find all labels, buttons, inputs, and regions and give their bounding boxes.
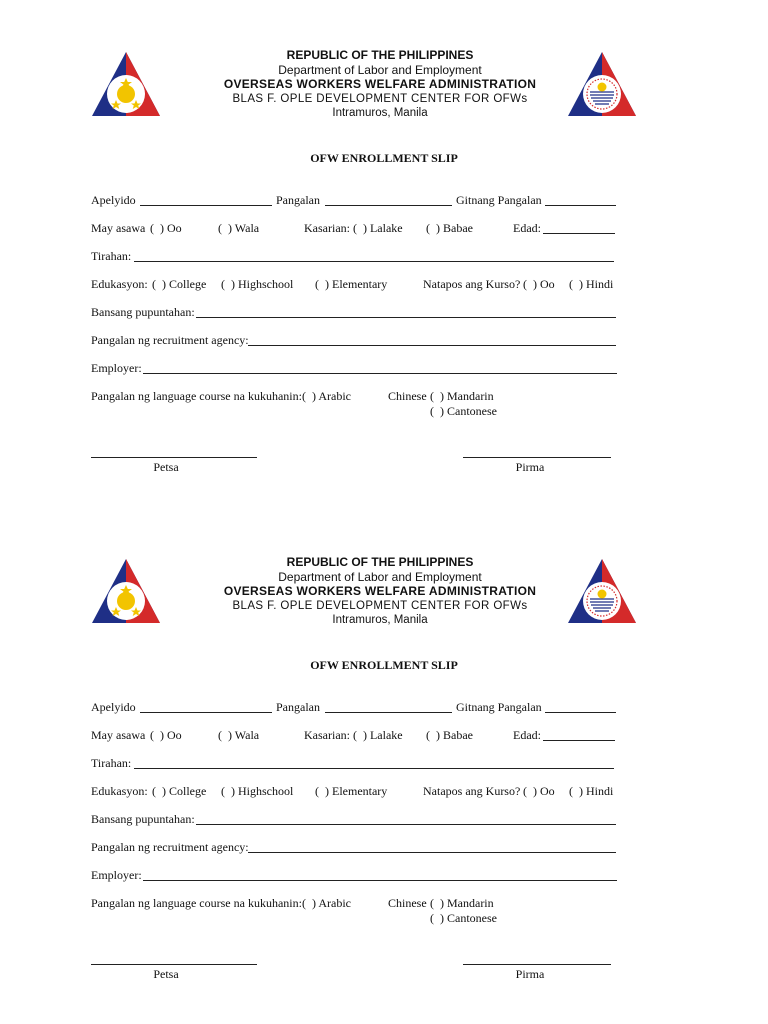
employer-label: Employer:: [91, 868, 142, 882]
gitnang-pangalan-label: Gitnang Pangalan: [456, 700, 542, 714]
gitnang-pangalan-field[interactable]: [545, 205, 616, 206]
recruitment-field[interactable]: [248, 345, 616, 346]
gitnang-pangalan-field[interactable]: [545, 712, 616, 713]
pangalan-field[interactable]: [325, 712, 452, 713]
cantonese-option[interactable]: ( ) Cantonese: [430, 404, 497, 418]
edad-label: Edad:: [513, 728, 541, 742]
location-heading: Intramuros, Manila: [332, 107, 428, 119]
petsa-label: Petsa: [153, 967, 179, 981]
pangalan-label: Pangalan: [276, 700, 320, 714]
employer-row: [91, 867, 621, 883]
recruitment-label: Pangalan ng recruitment agency:: [91, 840, 249, 854]
owwa-seal-icon: [566, 557, 638, 625]
highschool-option[interactable]: ( ) Highschool: [221, 784, 294, 798]
apelyido-label: Apelyido: [91, 700, 136, 714]
letterhead: [200, 555, 560, 627]
center-heading: BLAS F. OPLE DEVELOPMENT CENTER FOR OFWs: [232, 93, 528, 105]
republic-heading: REPUBLIC OF THE PHILIPPINES: [286, 48, 474, 62]
form-title: OFW ENROLLMENT SLIP: [310, 151, 458, 165]
agency-row: [91, 839, 621, 855]
arabic-option[interactable]: ( ) Arabic: [302, 896, 351, 910]
owwa-seal-icon: [566, 50, 638, 118]
apelyido-field[interactable]: [140, 205, 272, 206]
bansang-label: Bansang pupuntahan:: [91, 812, 195, 826]
language-row: [91, 895, 621, 911]
language-row: [91, 388, 621, 404]
may-asawa-oo-option[interactable]: ( ) Oo: [150, 728, 182, 742]
mandarin-option[interactable]: ( ) Mandarin: [430, 896, 494, 910]
recruitment-label: Pangalan ng recruitment agency:: [91, 333, 249, 347]
agency-heading: OVERSEAS WORKERS WELFARE ADMINISTRATION: [223, 584, 537, 598]
pirma-signature-line[interactable]: [463, 457, 611, 458]
dole-seal-icon: [90, 557, 162, 625]
status-row: [91, 220, 621, 236]
gitnang-pangalan-label: Gitnang Pangalan: [456, 193, 542, 207]
petsa-signature-line[interactable]: [91, 964, 257, 965]
petsa-label: Petsa: [153, 460, 179, 474]
natapos-label: Natapos ang Kurso?: [423, 784, 521, 798]
republic-heading: REPUBLIC OF THE PHILIPPINES: [286, 555, 474, 569]
kasarian-babae-option[interactable]: ( ) Babae: [426, 728, 473, 742]
edad-field[interactable]: [543, 740, 615, 741]
natapos-label: Natapos ang Kurso?: [423, 277, 521, 291]
tirahan-label: Tirahan:: [91, 249, 132, 263]
edukasyon-label: Edukasyon:: [91, 784, 148, 798]
tirahan-field[interactable]: [134, 261, 614, 262]
chinese-label: Chinese: [388, 896, 427, 910]
apelyido-label: Apelyido: [91, 193, 136, 207]
kasarian-lalake-option[interactable]: Kasarian: ( ) Lalake: [304, 728, 403, 742]
elementary-option[interactable]: ( ) Elementary: [315, 784, 388, 798]
edukasyon-label: Edukasyon:: [91, 277, 148, 291]
status-row: [91, 727, 621, 743]
education-row: [91, 276, 621, 292]
department-heading: Department of Labor and Employment: [278, 570, 482, 584]
employer-row: [91, 360, 621, 376]
may-asawa-wala-option[interactable]: ( ) Wala: [218, 728, 260, 742]
pirma-signature-line[interactable]: [463, 964, 611, 965]
tirahan-field[interactable]: [134, 768, 614, 769]
pirma-label: Pirma: [515, 460, 545, 474]
pangalan-label: Pangalan: [276, 193, 320, 207]
center-heading: BLAS F. OPLE DEVELOPMENT CENTER FOR OFWs: [232, 600, 528, 612]
cantonese-option[interactable]: ( ) Cantonese: [430, 911, 497, 925]
chinese-label: Chinese: [388, 389, 427, 403]
natapos-oo-option[interactable]: ( ) Oo: [523, 784, 555, 798]
education-row: [91, 783, 621, 799]
elementary-option[interactable]: ( ) Elementary: [315, 277, 388, 291]
location-heading: Intramuros, Manila: [332, 614, 428, 626]
kasarian-babae-option[interactable]: ( ) Babae: [426, 221, 473, 235]
bansang-field[interactable]: [196, 317, 616, 318]
kasarian-lalake-option[interactable]: Kasarian: ( ) Lalake: [304, 221, 403, 235]
destination-row: [91, 304, 621, 320]
may-asawa-wala-option[interactable]: ( ) Wala: [218, 221, 260, 235]
language-label: Pangalan ng language course na kukuhanin:: [91, 389, 302, 403]
letterhead: [200, 48, 560, 120]
natapos-hindi-option[interactable]: ( ) Hindi: [569, 784, 614, 798]
name-row: [91, 699, 621, 715]
mandarin-option[interactable]: ( ) Mandarin: [430, 389, 494, 403]
tirahan-label: Tirahan:: [91, 756, 132, 770]
language-row-2: [91, 910, 621, 926]
form-title: OFW ENROLLMENT SLIP: [310, 658, 458, 672]
language-row-2: [91, 403, 621, 419]
name-row: [91, 192, 621, 208]
arabic-option[interactable]: ( ) Arabic: [302, 389, 351, 403]
college-option[interactable]: ( ) College: [152, 277, 207, 291]
pangalan-field[interactable]: [325, 205, 452, 206]
agency-heading: OVERSEAS WORKERS WELFARE ADMINISTRATION: [223, 77, 537, 91]
may-asawa-label: May asawa: [91, 221, 146, 235]
natapos-oo-option[interactable]: ( ) Oo: [523, 277, 555, 291]
enrollment-slip: [0, 507, 768, 1014]
college-option[interactable]: ( ) College: [152, 784, 207, 798]
address-row: [91, 248, 621, 264]
enrollment-slip: [0, 0, 768, 507]
department-heading: Department of Labor and Employment: [278, 63, 482, 77]
agency-row: [91, 332, 621, 348]
highschool-option[interactable]: ( ) Highschool: [221, 277, 294, 291]
bansang-field[interactable]: [196, 824, 616, 825]
employer-field[interactable]: [143, 880, 617, 881]
bansang-label: Bansang pupuntahan:: [91, 305, 195, 319]
edad-field[interactable]: [543, 233, 615, 234]
natapos-hindi-option[interactable]: ( ) Hindi: [569, 277, 614, 291]
pirma-label: Pirma: [515, 967, 545, 981]
edad-label: Edad:: [513, 221, 541, 235]
may-asawa-oo-option[interactable]: ( ) Oo: [150, 221, 182, 235]
address-row: [91, 755, 621, 771]
employer-field[interactable]: [143, 373, 617, 374]
destination-row: [91, 811, 621, 827]
petsa-signature-line[interactable]: [91, 457, 257, 458]
recruitment-field[interactable]: [248, 852, 616, 853]
dole-seal-icon: [90, 50, 162, 118]
may-asawa-label: May asawa: [91, 728, 146, 742]
employer-label: Employer:: [91, 361, 142, 375]
language-label: Pangalan ng language course na kukuhanin:: [91, 896, 302, 910]
apelyido-field[interactable]: [140, 712, 272, 713]
